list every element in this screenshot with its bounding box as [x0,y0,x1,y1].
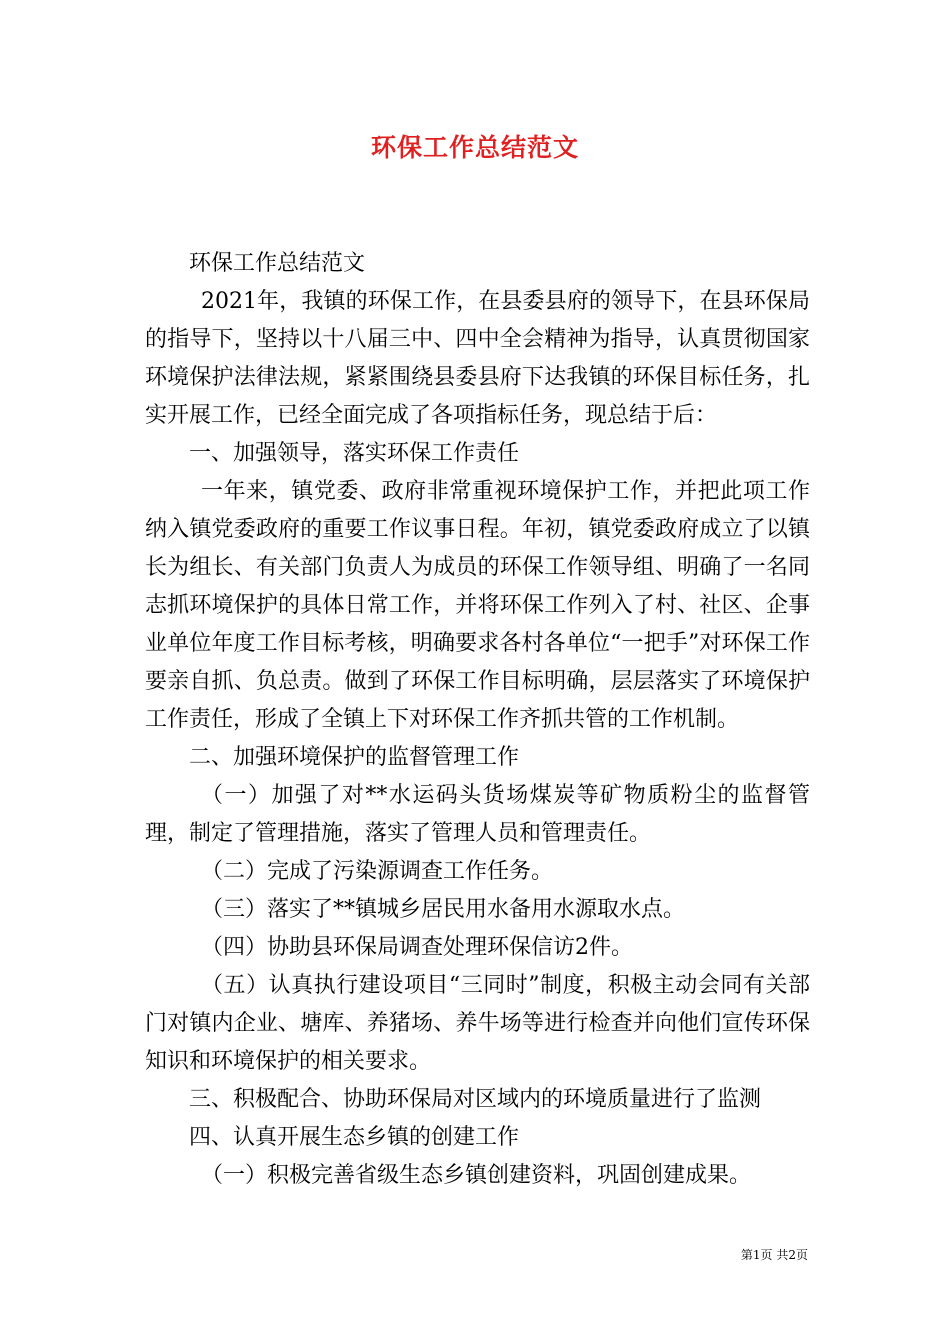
paragraph-section-1: 一年来，镇党委、政府非常重视环境保护工作，并把此项工作纳入镇党委政府的重要工作议事日程。年初，镇党委政府成立了以镇长为组长、有关部门负责人为成员的环保工作领导组、明确了一名同志抓环境保护的具体日常工作，并将环保工作列入了村、社区、企事业单位年度工作目标考核，明确要求各村各单位“一把手”对环保工作要亲自抓、负总责。做到了环保工作目标明确，层层落实了环境保护工作责任，形成了全镇上下对环保工作齐抓共管的工作机制。 [145,479,810,732]
section-heading-4: 四、认真开展生态乡镇的创建工作 [189,1125,520,1150]
page-number: 第1页 共2页 [740,1248,808,1262]
section-heading-2: 二、加强环境保护的监督管理工作 [189,745,520,770]
section-heading-1: 一、加强领导，落实环保工作责任 [189,441,520,466]
document-title: 环保工作总结范文 [370,133,579,162]
list-item-2-5: （五）认真执行建设项目“三同时”制度，积极主动会同有关部门对镇内企业、塘库、养猪场、养牛场等进行检查并向他们宣传环保知识和环境保护的相关要求。 [145,973,810,1074]
list-item-2-1: （一）加强了对**水运码头货场煤炭等矿物质粉尘的监督管理，制定了管理措施，落实了管理人员和管理责任。 [145,783,810,846]
list-item-2-3: （三）落实了**镇城乡居民用水备用水源取水点。 [201,897,686,922]
section-heading-3: 三、积极配合、协助环保局对区域内的环境质量进行了监测 [189,1087,762,1112]
paragraph-heading: 环保工作总结范文 [189,251,366,276]
list-item-2-4: （四）协助县环保局调查处理环保信访2件。 [201,935,633,960]
paragraph-intro: 2021年，我镇的环保工作，在县委县府的领导下，在县环保局的指导下，坚持以十八届三中、四中全会精神为指导，认真贯彻国家环境保护法律法规，紧紧围绕县委县府下达我镇的环保目标任务，扎实开展工作，已经全面完成了各项指标任务，现总结于后： [145,289,810,428]
list-item-4-1: （一）积极完善省级生态乡镇创建资料，巩固创建成果。 [201,1163,752,1188]
list-item-2-2: （二）完成了污染源调查工作任务。 [201,859,554,884]
document-body [145,245,810,1195]
